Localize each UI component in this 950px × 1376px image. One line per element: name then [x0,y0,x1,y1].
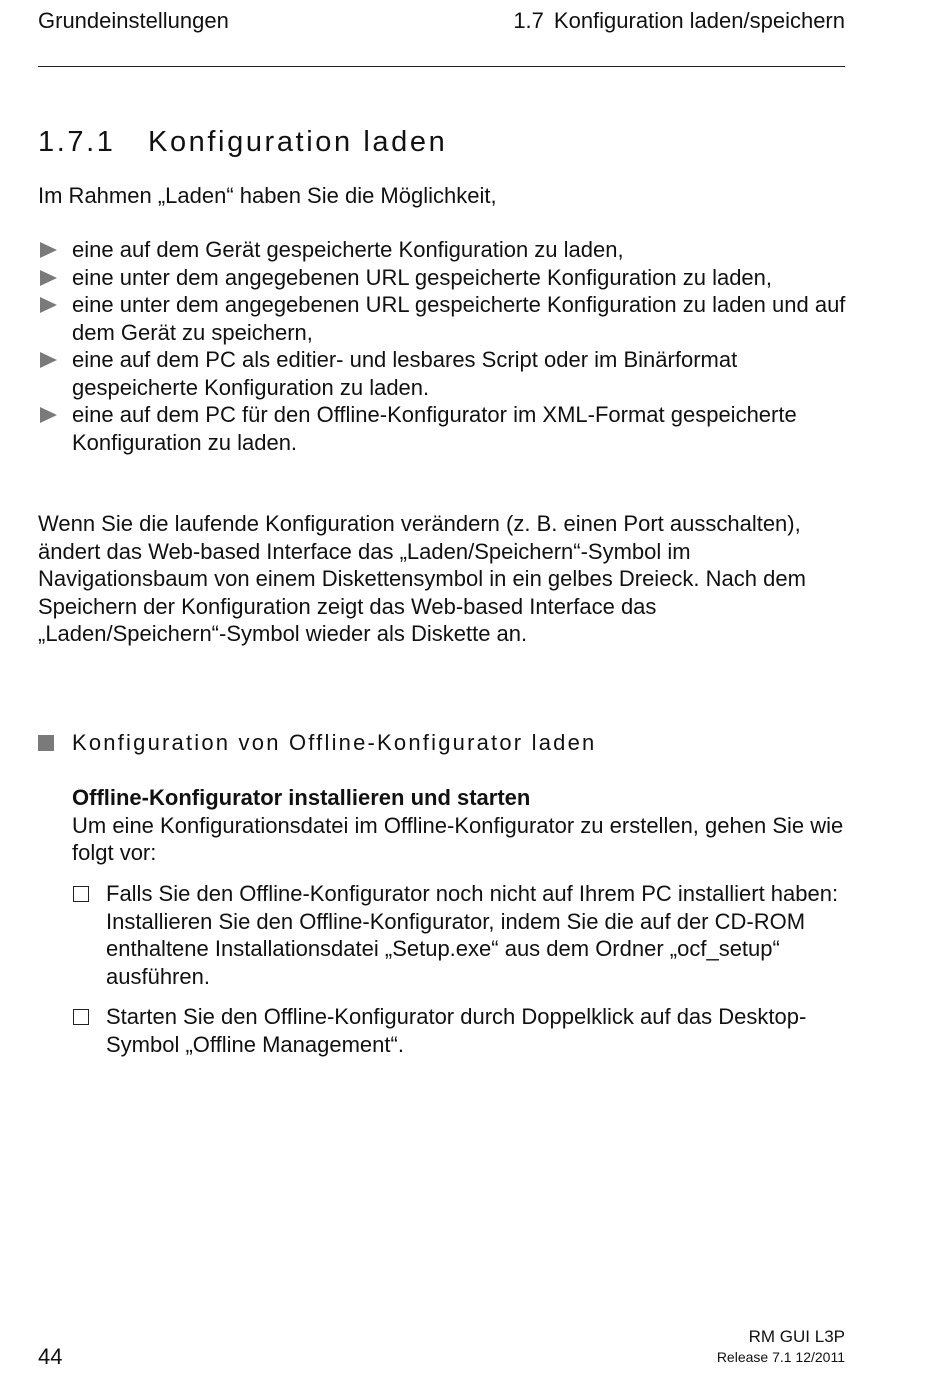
list-item-text: eine unter dem angegebenen URL gespeicherte Konfiguration zu laden, [72,264,773,290]
step-list [72,880,852,1071]
triangle-bullet-icon [40,297,57,313]
bold-heading: Offline-Konfigurator installieren und starten [72,785,531,810]
footer-doc-title: RM GUI L3P [748,1327,845,1346]
subsection-body [72,784,852,867]
body-paragraph: Wenn Sie die laufende Konfiguration verändern (z. B. einen Port ausschalten), ändert das Web-based Interface das „Laden/Speichern“-Symbol im Navigationsbaum von einem Diskettensymbol in ein gelbes Dreieck. Nach dem Speichern der Konfiguration zeigt das Web-based Interface das „Laden/Speichern“-Symbol wieder als Diskette an. [38,511,806,646]
footer-release: Release 7.1 12/2011 [716,1349,845,1365]
section-number: 1.7.1 [38,126,116,158]
running-header-section-number: 1.7 [513,8,544,33]
section-heading [38,124,447,160]
list-item-text: eine auf dem PC als editier- und lesbares Script oder im Binärformat gespeicherte Konfiguration zu laden. [72,347,738,400]
checkbox-bullet-icon [73,1009,89,1025]
intro-text: Im Rahmen „Laden“ haben Sie die Möglichkeit, [38,183,497,208]
triangle-bullet-icon [40,242,57,258]
square-bullet-icon [38,735,54,751]
page-number: 44 [38,1344,63,1369]
list-item-text: eine auf dem Gerät gespeicherte Konfiguration zu laden, [72,237,624,262]
subsection-heading [38,729,596,757]
step-item [72,1003,852,1058]
triangle-bullet-icon [40,270,57,286]
section-title: Konfiguration laden [148,126,448,158]
list-item [38,236,858,264]
step-text: Falls Sie den Offline-Konfigurator noch nicht auf Ihrem PC installiert haben: Installieren Sie den Offline-Konfigurator, indem Sie die auf der CD-ROM enthaltene Installationsdatei „Setup.exe“ aus dem Ordner „ocf_setup“ ausführen. [106,881,839,989]
list-item [38,264,858,292]
step-item [72,880,852,990]
list-item-text: eine unter dem angegebenen URL gespeicherte Konfiguration zu laden und auf dem Gerät zu speichern, [72,292,846,345]
running-header-section-title: Konfiguration laden/speichern [553,8,845,33]
checkbox-bullet-icon [73,886,89,902]
running-header-section [513,7,845,35]
list-item [38,346,858,401]
header-rule [38,66,845,67]
subsection-text: Um eine Konfigurationsdatei im Offline-Konfigurator zu erstellen, gehen Sie wie folgt vor: [72,812,844,865]
triangle-bullet-icon [40,352,57,368]
list-item [38,291,858,346]
subsection-title: Konfiguration von Offline-Konfigurator laden [72,730,597,755]
option-list [38,236,858,456]
list-item [38,401,858,456]
step-text: Starten Sie den Offline-Konfigurator durch Doppelklick auf das Desktop-Symbol „Offline Management“. [106,1004,807,1057]
list-item-text: eine auf dem PC für den Offline-Konfigurator im XML-Format gespeicherte Konfiguration zu laden. [72,402,797,455]
triangle-bullet-icon [40,407,57,423]
running-header-chapter: Grundeinstellungen [38,8,229,33]
